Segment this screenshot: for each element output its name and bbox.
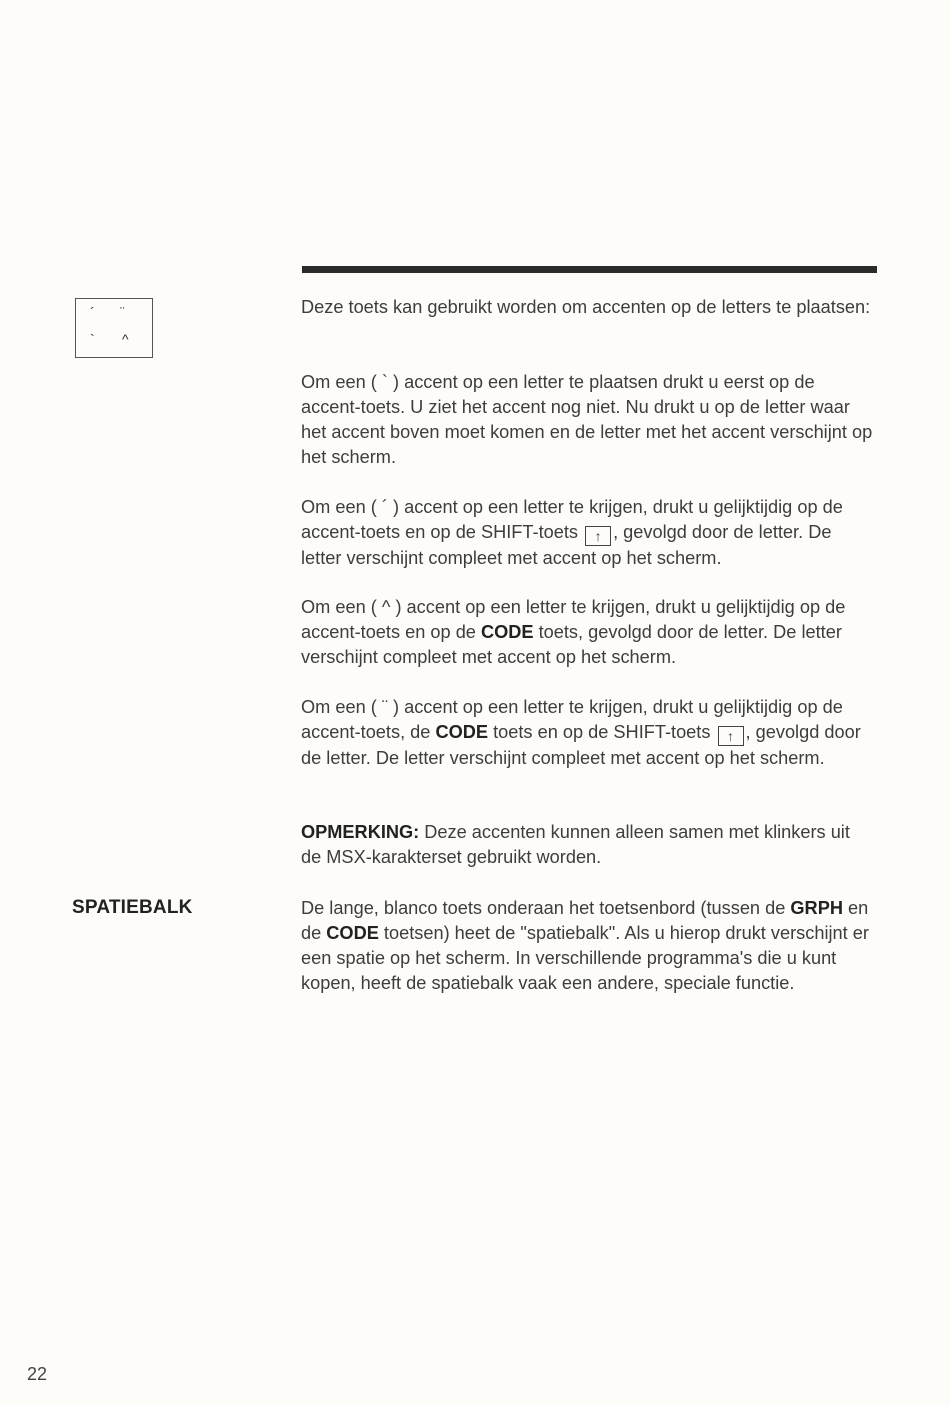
paragraph-text: toetsen) heet de "spatiebalk". Als u hierop drukt verschijnt er een spatie op het scherm. In verschillende programma's die u kunt kopen, heeft de spatiebalk vaak een andere, speciale functie. bbox=[301, 923, 869, 993]
code-key-name: CODE bbox=[326, 923, 379, 943]
circumflex-glyph: ^ bbox=[122, 331, 129, 347]
shift-key-icon: ↑ bbox=[718, 726, 744, 746]
paragraph-acute-accent bbox=[301, 495, 873, 571]
diaeresis-glyph: ¨ bbox=[120, 304, 125, 320]
paragraph-intro: Deze toets kan gebruikt worden om accenten op de letters te plaatsen: bbox=[301, 297, 871, 317]
paragraph-text: Deze accenten kunnen alleen samen met klinkers uit de MSX-karakterset gebruikt worden. bbox=[301, 822, 850, 867]
shift-key-icon: ↑ bbox=[585, 526, 611, 546]
acute-accent-glyph: ´ bbox=[90, 304, 95, 320]
paragraph-text: toets en op de SHIFT-toets bbox=[493, 722, 711, 742]
grph-key-name: GRPH bbox=[790, 898, 843, 918]
paragraph-text: , gevolgd door de letter. De letter verschijnt compleet met accent op het scherm. bbox=[301, 722, 861, 768]
accent-key-icon bbox=[75, 298, 153, 358]
paragraph-text: , gevolgd door de letter. De letter verschijnt compleet met accent op het scherm. bbox=[301, 522, 832, 568]
paragraph-text: Om een ( ^ ) accent op een letter te krijgen, drukt u gelijktijdig op de accent-toets en op de bbox=[301, 597, 846, 642]
paragraph-text: en de bbox=[301, 898, 869, 943]
paragraph-circumflex-accent bbox=[301, 595, 873, 670]
section-rule bbox=[302, 266, 877, 273]
page-number: 22 bbox=[27, 1364, 48, 1384]
code-key-name: CODE bbox=[480, 622, 534, 642]
paragraph-text: toets, gevolgd door de letter. De letter verschijnt compleet met accent op het scherm. bbox=[301, 622, 842, 667]
paragraph-spacebar bbox=[301, 896, 873, 996]
section-label-spatiebalk: SPATIEBALK bbox=[72, 897, 193, 918]
paragraph-text: De lange, blanco toets onderaan het toetsenbord (tussen de bbox=[301, 898, 786, 918]
paragraph-diaeresis-accent bbox=[301, 695, 873, 771]
paragraph-grave-accent: Om een ( ` ) accent op een letter te plaatsen drukt u eerst op de accent-toets. U ziet het accent nog niet. Nu drukt u op de letter waar het accent boven moet komen en de letter met het accent verschijnt op het scherm. bbox=[301, 372, 873, 467]
paragraph-text: Om een ( ´ ) accent op een letter te krijgen, drukt u gelijktijdig op de accent-toets en op de SHIFT-toets bbox=[301, 497, 843, 542]
code-key-name: CODE bbox=[435, 722, 489, 742]
paragraph-text: Om een ( ¨ ) accent op een letter te krijgen, drukt u gelijktijdig op de accent-toets, de bbox=[301, 697, 843, 742]
grave-accent-glyph: ` bbox=[90, 331, 95, 347]
note-label: OPMERKING: bbox=[301, 822, 420, 842]
paragraph-note bbox=[301, 820, 873, 870]
